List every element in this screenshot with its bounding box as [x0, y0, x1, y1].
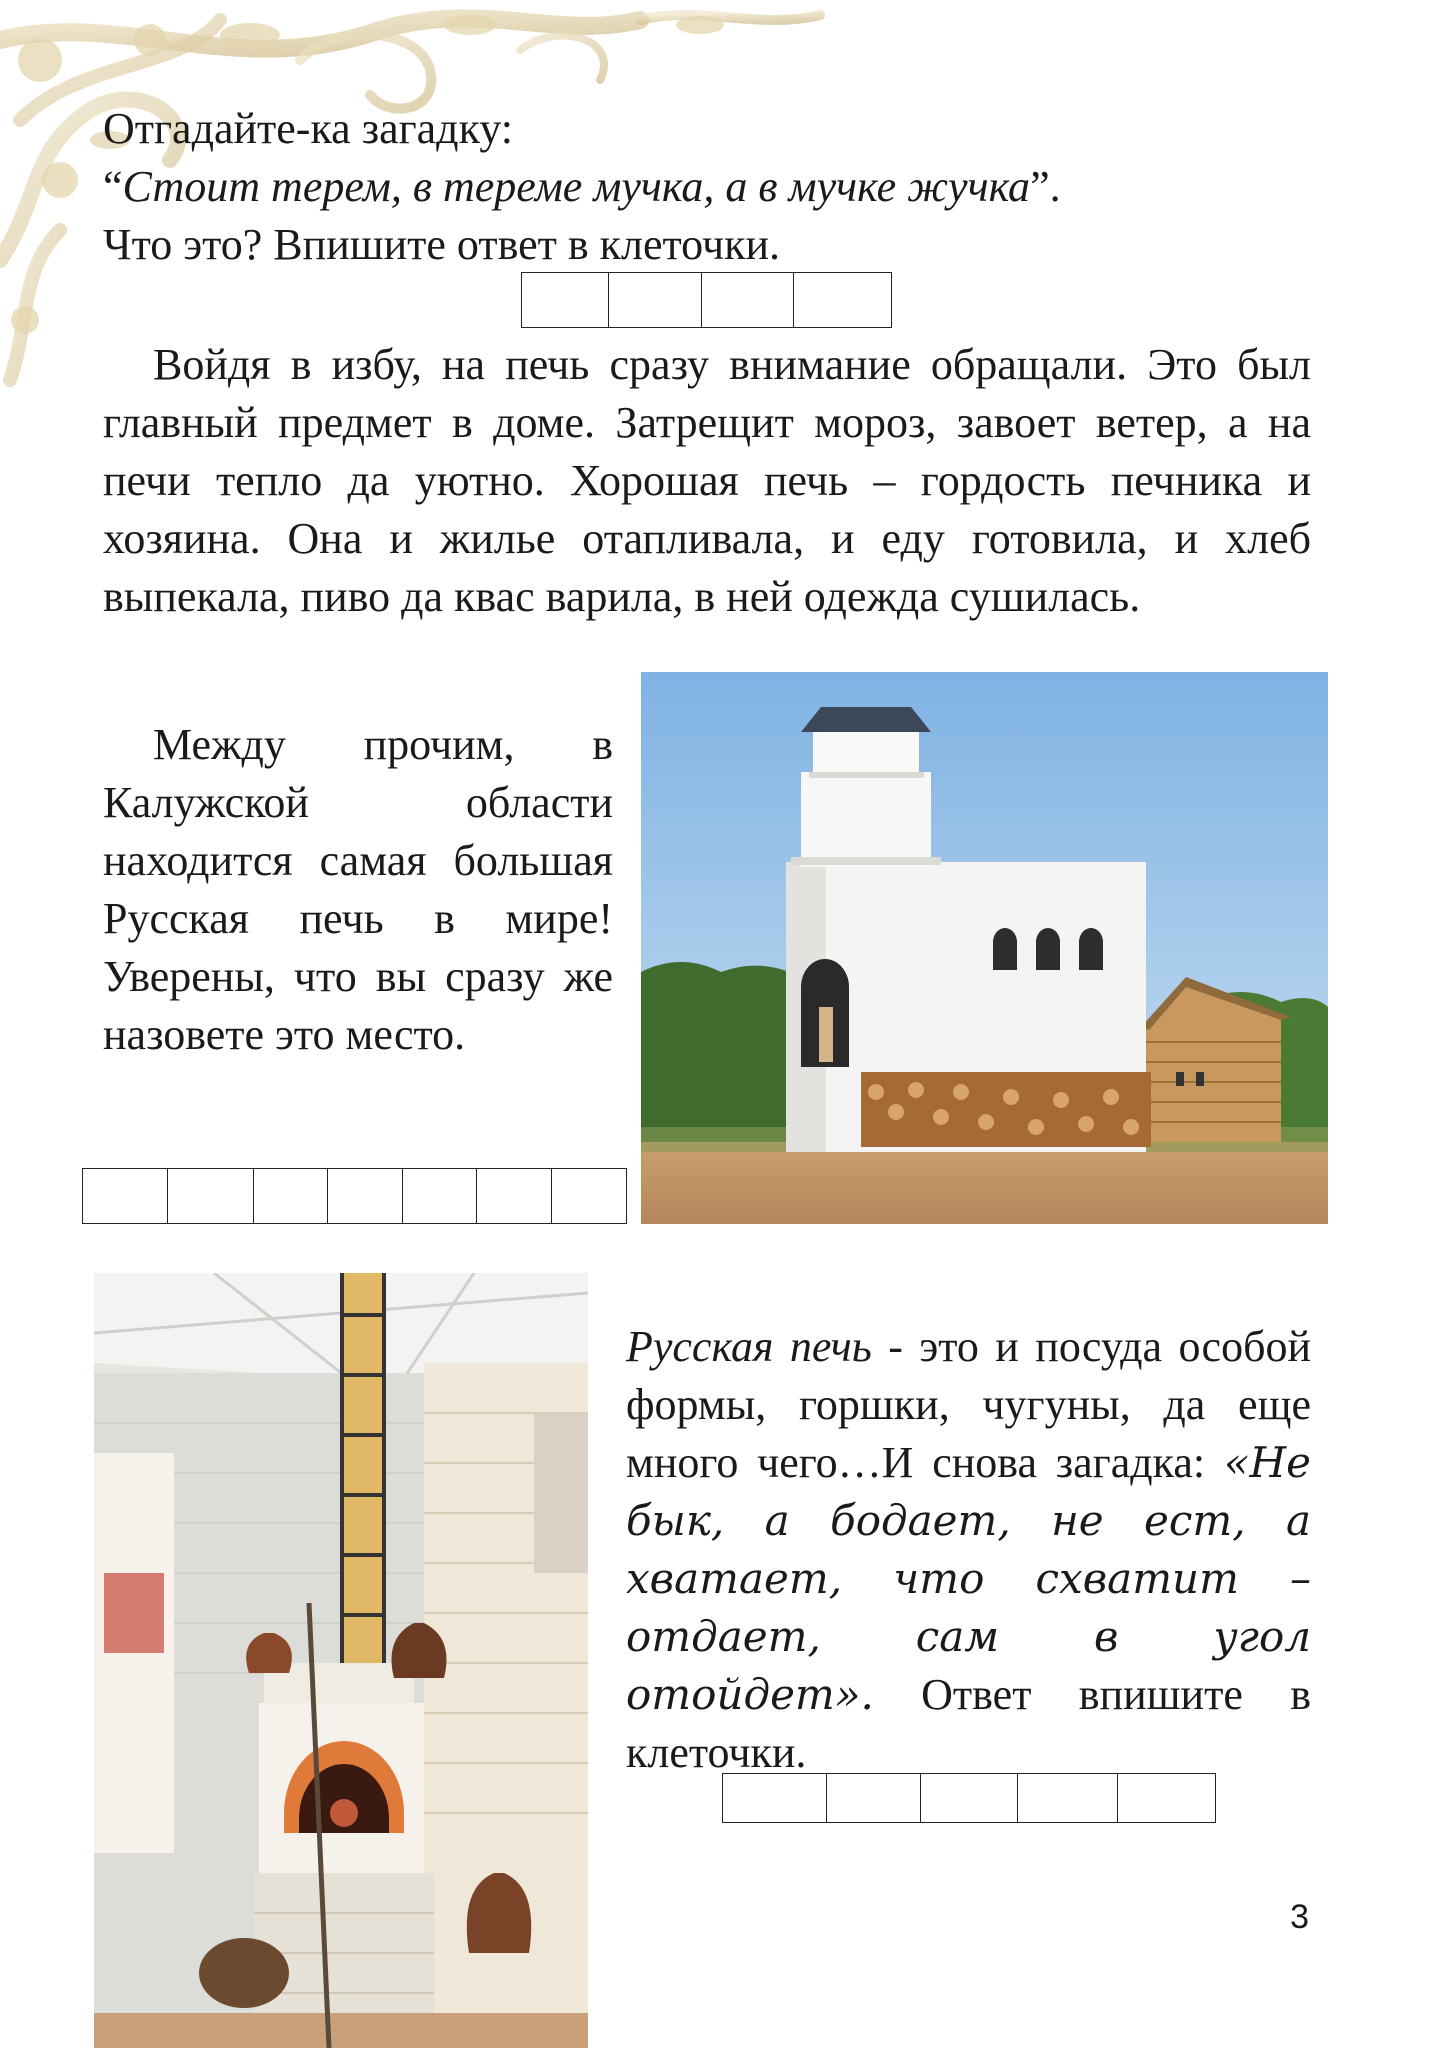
paragraph-russian-stove — [626, 1318, 1311, 1782]
answer-cell[interactable] — [702, 272, 794, 328]
answer-cell[interactable] — [403, 1168, 477, 1224]
quote-close: ”. — [1030, 162, 1061, 211]
answer-cell[interactable] — [168, 1168, 254, 1224]
photo-model-stove — [94, 1273, 588, 2048]
riddle-quote — [103, 158, 1323, 216]
answer-cell[interactable] — [609, 272, 702, 328]
paragraph3-text-1: - это и посуда особой формы, горшки, чугуны, да еще много чего…И снова загадка: — [626, 1322, 1312, 1487]
riddle-2-text: «Не бык, а бодает, не ест, а хватает, что схватит – отдает, сам в угол отойдет». — [626, 1438, 1311, 1719]
photo-giant-stove-image — [641, 672, 1328, 1224]
riddle-quote-text: Стоит терем, в тереме мучка, а в мучке жучка — [122, 162, 1031, 211]
answer-grid-3 — [722, 1773, 1216, 1823]
page-number: 3 — [1290, 1898, 1309, 1936]
photo-model-stove-image — [94, 1273, 588, 2048]
answer-cell[interactable] — [328, 1168, 403, 1224]
answer-grid-2 — [82, 1168, 627, 1224]
riddle-intro: Отгадайте-ка загадку: — [103, 104, 513, 153]
paragraph-stove-intro: Войдя в избу, на печь сразу внимание обращали. Это был главный предмет в доме. Затрещит мороз, завоет ветер, а на печи тепло да уютно. Хорошая печь – гордость печника и хозяина. Она и жилье отапливала, и еду готовила, и хлеб выпекала, пиво да квас варила, в ней одежда сушилась. — [103, 340, 1311, 621]
answer-cell[interactable] — [477, 1168, 552, 1224]
answer-cell[interactable] — [921, 1773, 1018, 1823]
quote-open: “ — [103, 162, 123, 211]
riddle-question: Что это? Впишите ответ в клеточки. — [103, 220, 781, 269]
term-russian-stove: Русская печь — [626, 1322, 872, 1371]
answer-cell[interactable] — [827, 1773, 921, 1823]
answer-cell[interactable] — [521, 272, 609, 328]
paragraph-kaluga: Между прочим, в Калужской области находится самая большая Русская печь в мире! Уверены, что вы сразу же назовете это место. — [103, 720, 613, 1059]
photo-giant-stove — [641, 672, 1328, 1224]
answer-grid-1 — [521, 272, 892, 328]
answer-cell[interactable] — [552, 1168, 627, 1224]
answer-cell[interactable] — [794, 272, 892, 328]
paragraph3-text-2: Ответ впишите в клеточки. — [626, 1670, 1311, 1777]
answer-cell[interactable] — [1018, 1773, 1118, 1823]
answer-cell[interactable] — [1118, 1773, 1216, 1823]
answer-cell[interactable] — [254, 1168, 328, 1224]
answer-cell[interactable] — [722, 1773, 827, 1823]
answer-cell[interactable] — [82, 1168, 168, 1224]
